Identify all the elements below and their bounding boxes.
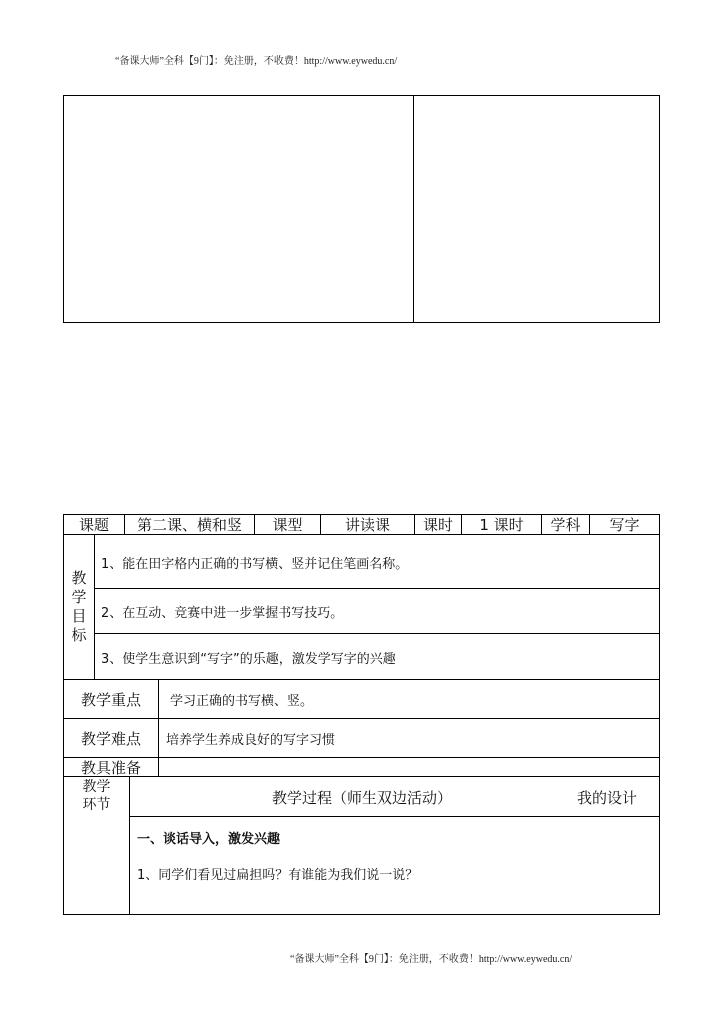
table-rule xyxy=(94,588,660,589)
focus-label: 教学重点 xyxy=(80,690,141,709)
subject-value: 写字 xyxy=(609,516,640,534)
table-rule xyxy=(94,633,660,634)
period-value: 1 课时 xyxy=(479,516,524,534)
table-rule xyxy=(158,757,159,777)
table-rule xyxy=(94,534,95,680)
difficulty-label: 教学难点 xyxy=(80,729,141,748)
process-section-title: 一、谈话导入，激发兴趣 xyxy=(137,831,281,847)
topic-value: 第二课、横和竖 xyxy=(136,516,242,534)
table-border-bottom xyxy=(63,914,660,915)
goal-item-2: 2、在互动、竞赛中进一步掌握书写技巧。 xyxy=(101,605,344,621)
period-label: 课时 xyxy=(422,516,453,534)
stage-label xyxy=(64,778,129,814)
page-footer: “备课大师”全科【9门】：免注册，不收费！http://www.eywedu.cn/ xyxy=(290,954,573,965)
page-header: “备课大师”全科【9门】：免注册，不收费！http://www.eywedu.cn/ xyxy=(115,56,398,67)
table-rule xyxy=(63,776,660,777)
goals-label: 教学目标 xyxy=(71,569,87,644)
table-rule xyxy=(129,816,660,817)
type-label: 课型 xyxy=(272,516,303,534)
table-rule xyxy=(158,679,159,719)
subject-label: 学科 xyxy=(550,516,581,534)
table-rule xyxy=(129,776,130,915)
focus-value: 学习正确的书写横、竖。 xyxy=(170,693,314,709)
topic-label: 课题 xyxy=(78,516,109,534)
top-blank-table xyxy=(63,95,660,323)
stage-label-text: 教学环节 xyxy=(82,779,111,813)
process-label: 教学过程（师生双边活动） xyxy=(272,788,453,807)
tools-label: 教具准备 xyxy=(80,758,141,777)
process-line-1: 1、同学们看见过扁担吗？有谁能为我们说一说？ xyxy=(137,867,419,883)
design-label: 我的设计 xyxy=(577,788,638,807)
goal-item-3: 3、使学生意识到“写字”的乐趣，激发学写字的兴趣 xyxy=(101,651,396,667)
goal-item-1: 1、能在田字格内正确的书写横、竖并记住笔画名称。 xyxy=(101,556,409,572)
top-table-divider xyxy=(413,96,414,322)
difficulty-value: 培养学生养成良好的写字习惯 xyxy=(166,732,336,748)
type-value: 讲读课 xyxy=(344,516,390,534)
table-rule xyxy=(158,718,159,758)
table-border-right xyxy=(659,514,660,915)
